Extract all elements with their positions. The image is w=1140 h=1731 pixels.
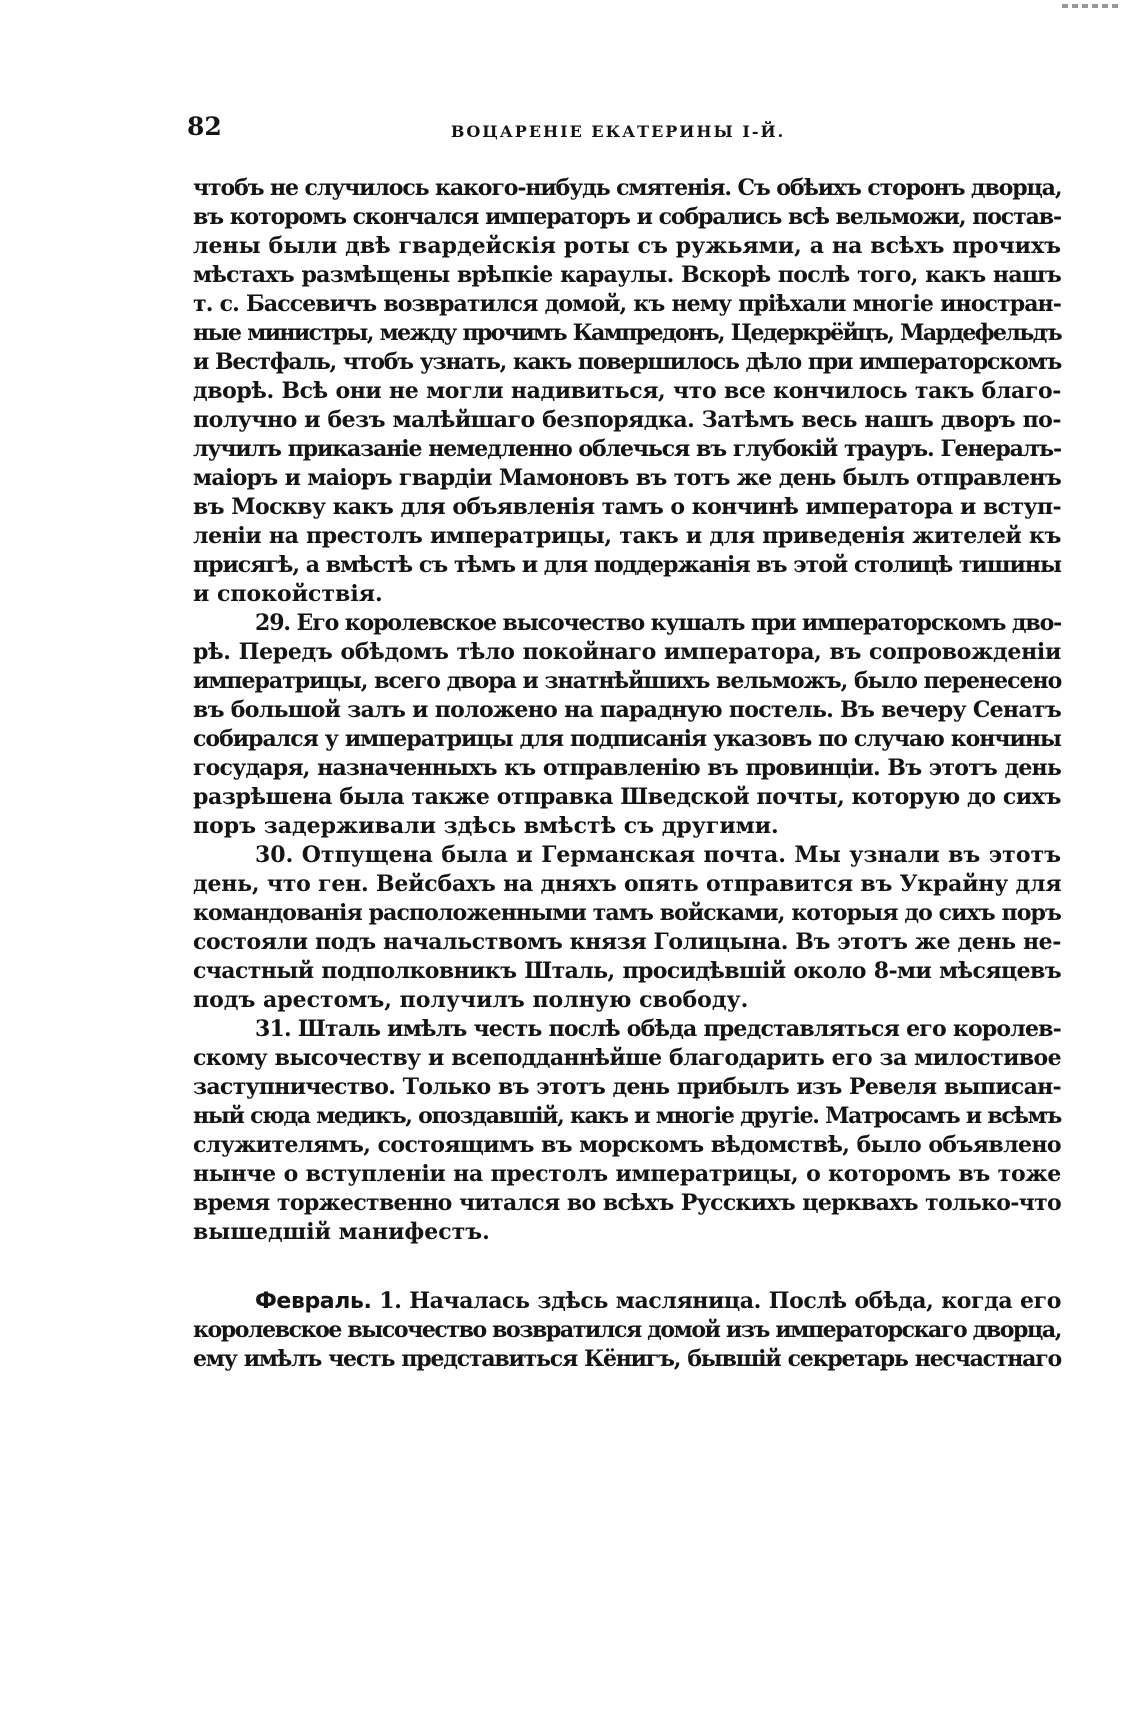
- page-number: 82: [187, 112, 222, 141]
- running-title: ВОЦАРЕНІЕ ЕКАТЕРИНЫ І-Й.: [450, 122, 786, 141]
- text-line: ный сюда медикъ, опоздавшій, какъ и многіе другіе. Матросамъ и всѣмъ: [193, 1103, 1061, 1129]
- text-line: мѣстахъ размѣщены врѣпкіе караулы. Вскорѣ послѣ того, какъ нашъ: [193, 262, 1061, 288]
- scan-artifact: [1062, 4, 1122, 8]
- text-line: королевское высочество возвратился домой изъ императорскаго дворца,: [193, 1317, 1061, 1343]
- text-line: въ которомъ скончался императоръ и собрались всѣ вельможи, постав-: [193, 204, 1061, 230]
- text-line: и спокойствія.: [193, 581, 383, 607]
- text-line: подъ арестомъ, получилъ полную свободу.: [193, 987, 749, 1013]
- text-line: рѣ. Передъ обѣдомъ тѣло покойнаго императора, въ сопровожденіи: [193, 639, 1061, 665]
- entry-31-line: 31. Шталь имѣлъ честь послѣ обѣда представляться его королев-: [255, 1016, 1061, 1042]
- text-line: чтобъ не случилось какого-нибудь смятенія. Съ обѣихъ сторонъ дворца,: [193, 175, 1062, 201]
- text-line: собирался у императрицы для подписанія указовъ по случаю кончины: [193, 726, 1061, 752]
- text-line: время торжественно читался во всѣхъ Русскихъ церквахъ только-что: [193, 1190, 1061, 1216]
- text-line: дворѣ. Всѣ они не могли надивиться, что все кончилось такъ благо-: [193, 378, 1061, 404]
- text-line: служителямъ, состоящимъ въ морскомъ вѣдомствѣ, было объявлено: [193, 1132, 1061, 1158]
- february-entry-line: [193, 1287, 1061, 1316]
- text-line: лены были двѣ гвардейскія роты съ ружьями, а на всѣхъ прочихъ: [193, 233, 1061, 259]
- text-line: маіоръ и маіоръ гвардіи Мамоновъ въ тотъ же день былъ отправленъ: [193, 465, 1061, 491]
- text-line: состояли подъ начальствомъ князя Голицына. Въ этотъ же день не-: [193, 929, 1061, 955]
- section-gap: [193, 1247, 1061, 1287]
- text-line: заступничество. Только въ этотъ день прибылъ изъ Ревеля выписан-: [193, 1074, 1061, 1100]
- text-line: и Вестфаль, чтобъ узнать, какъ повершилось дѣло при императорскомъ: [193, 349, 1061, 375]
- text-line: получно и безъ малѣйшаго безпорядка. Затѣмъ весь нашъ дворъ по-: [193, 407, 1061, 433]
- text-span: 1. Началась здѣсь масляница. Послѣ обѣда, когда его: [371, 1288, 1061, 1314]
- entry-30-line: 30. Отпущена была и Германская почта. Мы узнали въ этотъ: [255, 842, 1061, 868]
- text-line: счастный подполковникъ Шталь, просидѣвшій около 8-ми мѣсяцевъ: [193, 958, 1061, 984]
- text-line: леніи на престолъ императрицы, такъ и для приведенія жителей къ: [193, 523, 1061, 549]
- text-line: скому высочеству и всеподданнѣйше благодарить его за милостивое: [193, 1045, 1061, 1071]
- text-line: присягѣ, а вмѣстѣ съ тѣмъ и для поддержанія въ этой столицѣ тишины: [193, 552, 1061, 578]
- entry-29-line: 29. Его королевское высочество кушалъ при императорскомъ дво-: [255, 610, 1062, 636]
- month-heading: Февраль.: [255, 1289, 372, 1314]
- text-line: лучилъ приказаніе немедленно облечься въ глубокій трауръ. Генералъ-: [193, 436, 1061, 462]
- text-line: разрѣшена была также отправка Шведской почты, которую до сихъ: [193, 784, 1061, 810]
- text-line: государя, назначенныхъ къ отправленію въ провинціи. Въ этотъ день: [193, 755, 1061, 781]
- text-line: ему имѣлъ честь представиться Кёнигъ, бывшій секретарь несчастнаго: [193, 1346, 1061, 1372]
- text-line: въ большой залъ и положено на парадную постель. Въ вечеру Сенатъ: [193, 697, 1061, 723]
- text-line: въ Москву какъ для объявленія тамъ о кончинѣ императора и вступ-: [193, 494, 1061, 520]
- text-line: день, что ген. Вейсбахъ на дняхъ опять отправится въ Украйну для: [193, 871, 1062, 897]
- text-line: т. с. Бассевичъ возвратился домой, къ нему пріѣхали многіе иностран-: [193, 291, 1061, 317]
- text-line: поръ задерживали здѣсь вмѣстѣ съ другими.: [193, 813, 779, 839]
- text-line: вышедшій манифестъ.: [193, 1219, 490, 1245]
- body-text: [193, 174, 1061, 1374]
- text-line: императрицы, всего двора и знатнѣйшихъ вельможъ, было перенесено: [193, 668, 1062, 694]
- text-line: командованія расположенными тамъ войсками, которыя до сихъ поръ: [193, 900, 1061, 926]
- text-line: нынче о вступленіи на престолъ императрицы, о которомъ въ тоже: [193, 1161, 1061, 1187]
- text-line: ные министры, между прочимъ Кампредонъ, Цедеркрёйцъ, Мардефельдъ: [193, 320, 1061, 346]
